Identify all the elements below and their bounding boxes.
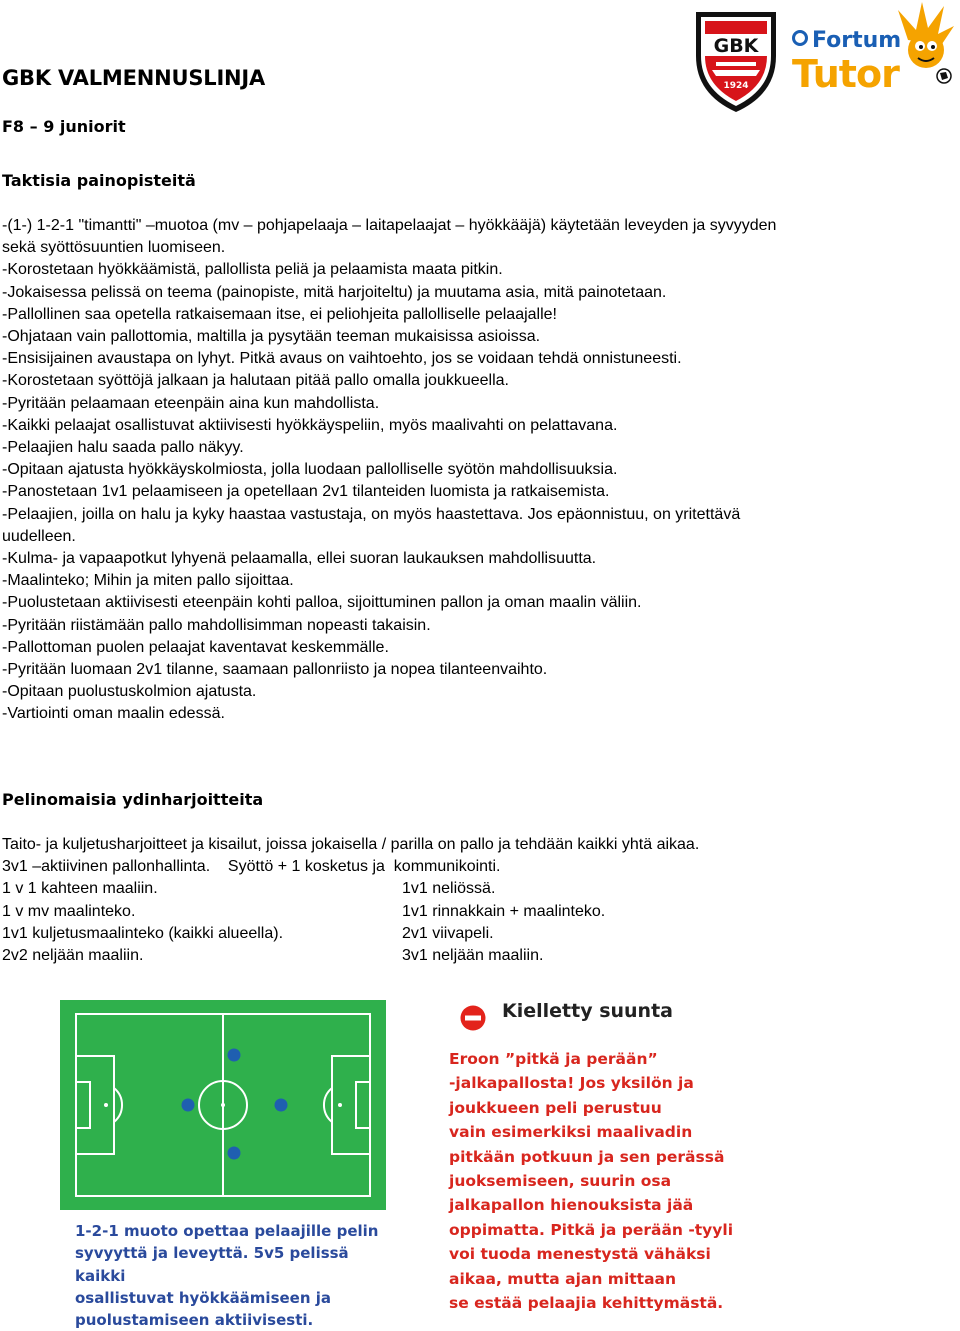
caption-line: 1-2-1 muoto opettaa pelaajille pelin (75, 1222, 379, 1240)
drill-left: 1v1 kuljetusmaalinteko (kaikki alueella). (2, 924, 284, 942)
forbidden-line: vain esimerkiksi maalivadin (449, 1123, 693, 1142)
fortum-logo-text: Fortum (812, 28, 902, 53)
tactics-line: -Korostetaan hyökkäämistä, pallollista peliä ja pelaamista maata pitkin. (2, 261, 503, 279)
drill-left: 1 v mv maalinteko. (2, 902, 136, 920)
tactics-line: -Korostetaan syöttöjä jalkaan ja halutaan pitää pallo omalla joukkueella. (2, 372, 509, 390)
forbidden-text (449, 1047, 749, 1315)
tutor-logo-text: Tutor (792, 52, 899, 96)
drill-left: 1 v 1 kahteen maaliin. (2, 880, 158, 898)
drill-row (2, 878, 952, 900)
tactics-line: -Pyritään pelaamaan eteenpäin aina kun mahdollista. (2, 394, 380, 412)
formation-pitch-diagram (60, 1000, 386, 1210)
page-title: GBK VALMENNUSLINJA (2, 66, 266, 90)
tactics-line: -Ensisijainen avaustapa on lyhyt. Pitkä avaus on vaihtoehto, jos se voidaan tehdä onnistuneesti. (2, 350, 682, 368)
forbidden-line: -jalkapallosta! Jos yksilön ja (449, 1074, 694, 1093)
drill-left: 2v2 neljään maaliin. (2, 947, 144, 965)
figure-caption (75, 1220, 395, 1331)
drills-intro: Taito- ja kuljetusharjoitteet ja kisailut, joissa jokaisella / parilla on pallo ja tehdään kaikki yhtä aikaa. (2, 836, 700, 853)
tactics-line: -Panostetaan 1v1 pelaamiseen ja opetellaan 2v1 tilanteiden luomista ja ratkaisemista. (2, 483, 610, 501)
tactics-line: -Kulma- ja vapaapotkut lyhyenä pelaamalla, ellei suoran laukauksen mahdollisuutta. (2, 550, 597, 568)
forbidden-line: juoksemiseen, suurin osa (449, 1172, 672, 1191)
tactics-heading: Taktisia painopisteitä (2, 171, 196, 190)
forbidden-line: aikaa, mutta ajan mittaan (449, 1269, 677, 1288)
player-marker (228, 1049, 241, 1062)
tactics-line: -Puolustetaan aktiivisesti eteenpäin kohti palloa, sijoittuminen pallon ja oman maalin väliin. (2, 594, 642, 612)
forbidden-line: se estää pelaajia kehittymästä. (449, 1294, 724, 1313)
tactics-line: -Pallottoman puolen pelaajat kaventavat keskemmälle. (2, 638, 389, 656)
drill-right: 2v1 viivapeli. (402, 924, 494, 942)
player-marker (182, 1099, 195, 1112)
tactics-line: -Opitaan ajatusta hyökkäyskolmiosta, jolla luodaan pallolliselle syötön mahdollisuuksia. (2, 461, 618, 479)
drills-table (2, 878, 952, 967)
player-marker (228, 1147, 241, 1160)
tactics-line: -Maalinteko; Mihin ja miten pallo sijoittaa. (2, 572, 294, 590)
tactics-line: uudelleen. (2, 527, 76, 545)
tactics-line: -Pelaajien halu saada pallo näkyy. (2, 439, 244, 457)
tactics-line: -Pallollinen saa opetella ratkaisemaan itse, ei peliohjeita pallolliselle pelaajalle! (2, 305, 557, 323)
forbidden-line: oppimatta. Pitkä ja perään -tyyli (449, 1220, 734, 1239)
drill-right: 3v1 neljään maaliin. (402, 947, 544, 965)
tactics-line: -Opitaan puolustuskolmion ajatusta. (2, 683, 257, 701)
tactics-line: -(1-) 1-2-1 "timantti" –muotoa (mv – pohjapelaaja – laitapelaajat – hyökkääjä) käytetään leveyden ja syvyyden (2, 217, 777, 234)
drill-right: 1v1 rinnakkain + maalinteko. (402, 902, 606, 920)
drill-row (2, 923, 952, 945)
gbk-logo-year: 1924 (723, 81, 749, 91)
tactics-line: -Ohjataan vain pallottomia, maltilla ja pysytään teeman mukaisissa asioissa. (2, 328, 541, 346)
drill-row (2, 945, 952, 967)
tactics-line: -Kaikki pelaajat osallistuvat aktiivisesti hyökkäyspeliin, myös maalivahti on pelattavana. (2, 416, 618, 434)
forbidden-line: Eroon ”pitkä ja perään” (449, 1050, 658, 1068)
tactics-line: -Pyritään luomaan 2v1 tilanne, saamaan pallonriisto ja nopea tilanteenvaihto. (2, 661, 548, 679)
page-subtitle: F8 – 9 juniorit (2, 117, 126, 136)
caption-line: puolustamiseen aktiivisesti. (75, 1311, 314, 1330)
forbidden-title: Kielletty suunta (502, 1000, 673, 1022)
player-marker (275, 1099, 288, 1112)
drills-line2: 3v1 –aktiivinen pallonhallinta. Syöttö + 1 kosketus ja kommunikointi. (2, 858, 501, 876)
tactics-line: -Vartiointi oman maalin edessä. (2, 705, 225, 723)
tactics-line: -Pelaajien, joilla on halu ja kyky haastaa vastustaja, on myös haastettava. Jos epäonnistuu, on yritettävä (2, 505, 741, 523)
drills-heading: Pelinomaisia ydinharjoitteita (2, 790, 264, 809)
caption-line: osallistuvat hyökkäämiseen ja (75, 1288, 332, 1307)
caption-line: syvyyttä ja leveyttä. 5v5 pelissä kaikki (75, 1244, 349, 1285)
forbidden-line: pitkään potkuun ja sen perässä (449, 1147, 725, 1166)
forbidden-line: joukkueen peli perustuu (449, 1098, 662, 1117)
forbidden-line: jalkapallon hienouksista jää (449, 1196, 694, 1215)
gbk-logo (690, 6, 782, 116)
tactics-line: sekä syöttösuuntien luomiseen. (2, 239, 226, 257)
forbidden-line: voi tuoda menestystä vähäksi (449, 1245, 711, 1264)
tactics-list (2, 215, 952, 726)
tactics-line: -Jokaisessa pelissä on teema (painopiste, mitä harjoiteltu) ja muutama asia, mitä painotetaan. (2, 283, 667, 301)
drill-right: 1v1 neliössä. (402, 880, 496, 898)
fortum-ring-icon (792, 30, 808, 46)
tactics-line: -Pyritään riistämään pallo mahdollisimman nopeasti takaisin. (2, 616, 431, 634)
mascot-icon (888, 0, 958, 90)
gbk-logo-text: GBK (713, 35, 759, 57)
drills-block (2, 834, 952, 967)
no-entry-sign-icon (460, 1005, 486, 1031)
drill-row (2, 901, 952, 923)
